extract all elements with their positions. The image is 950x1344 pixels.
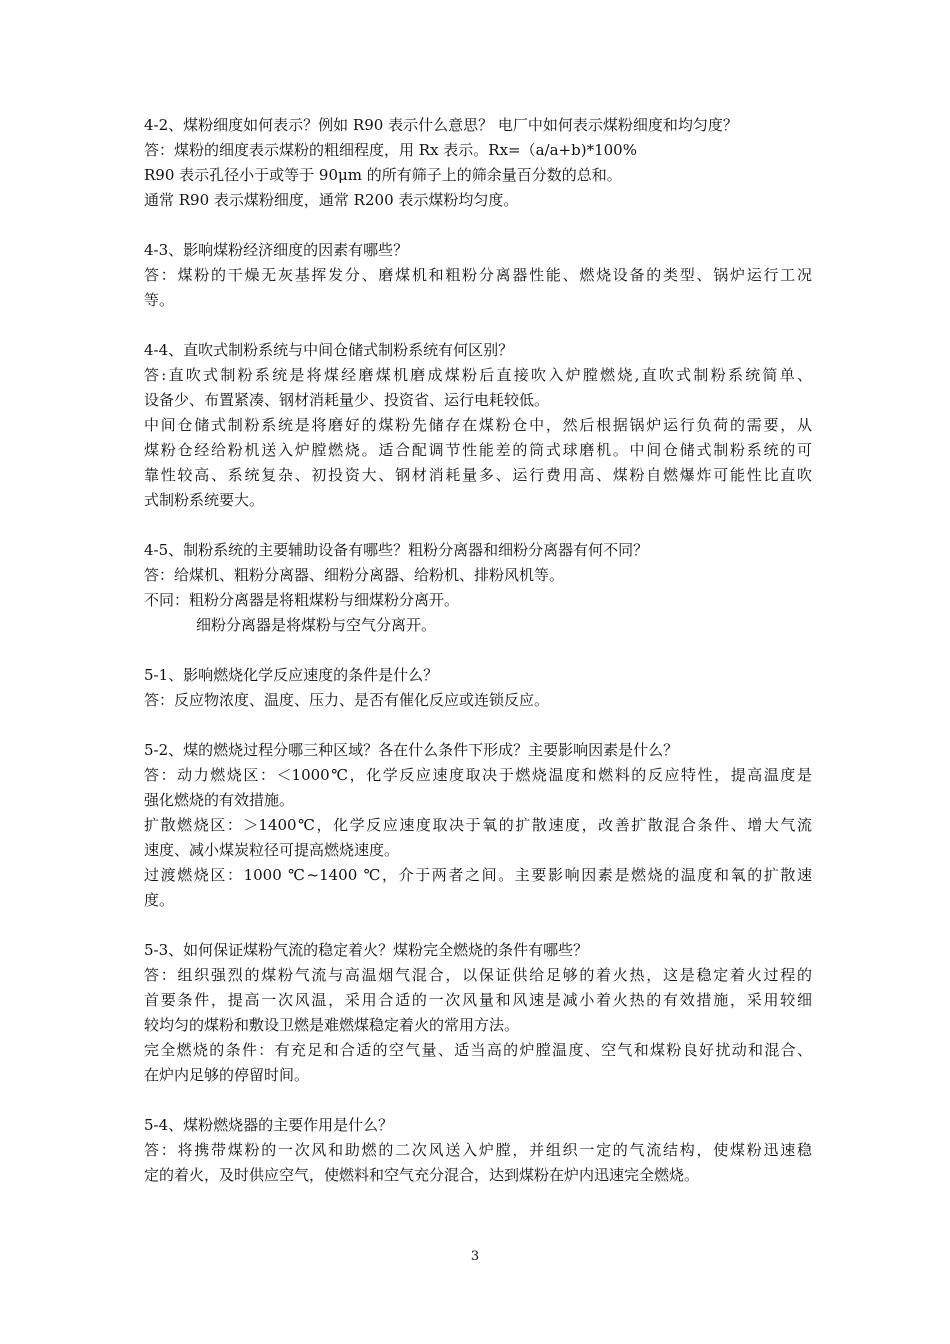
answer-line: 扩散燃烧区：＞1400℃，化学反应速度取决于氧的扩散速度，改善扩散混合条件、增大气流 bbox=[144, 816, 812, 834]
question-title: 4-4、直吹式制粉系统与中间仓储式制粉系统有何区别？ bbox=[144, 341, 514, 359]
answer-line: 答：将携带煤粉的一次风和助燃的二次风送入炉膛，并组织一定的气流结构，使煤粉迅速稳 bbox=[144, 1141, 812, 1159]
answer-line: R90 表示孔径小于或等于 90μm 的所有筛子上的筛余量百分数的总和。 bbox=[144, 166, 622, 184]
question-title: 4-5、制粉系统的主要辅助设备有哪些？粗粉分离器和细粉分离器有何不同？ bbox=[144, 541, 649, 559]
answer-line: 答：煤粉的干燥无灰基挥发分、磨煤机和粗粉分离器性能、燃烧设备的类型、锅炉运行工况 bbox=[144, 266, 812, 284]
answer-line: 等。 bbox=[144, 291, 175, 309]
paragraph-gap bbox=[144, 638, 812, 663]
question-title: 5-1、影响燃烧化学反应速度的条件是什么？ bbox=[144, 666, 439, 684]
page-number: 3 bbox=[470, 1249, 480, 1264]
answer-line: 靠性较高、系统复杂、初投资大、钢材消耗量多、运行费用高、煤粉自燃爆炸可能性比直吹 bbox=[144, 466, 812, 484]
answer-line: 答：反应物浓度、温度、压力、是否有催化反应或连锁反应。 bbox=[144, 691, 550, 709]
question-title: 4-3、影响煤粉经济细度的因素有哪些？ bbox=[144, 241, 409, 259]
answer-line: 中间仓储式制粉系统是将磨好的煤粉先储存在煤粉仓中，然后根据锅炉运行负荷的需要，从 bbox=[144, 416, 812, 434]
document-body bbox=[144, 113, 812, 1188]
question-title: 4-2、煤粉细度如何表示？例如 R90 表示什么意思？ 电厂中如何表示煤粉细度和均匀度？ bbox=[144, 116, 738, 134]
answer-line: 过渡燃烧区：1000 ℃~1400 ℃，介于两者之间。主要影响因素是燃烧的温度和氧的扩散速 bbox=[144, 866, 812, 884]
section-4-5 bbox=[144, 538, 812, 638]
answer-line: 在炉内足够的停留时间。 bbox=[144, 1066, 310, 1084]
section-4-2 bbox=[144, 113, 812, 213]
question-title: 5-2、煤的燃烧过程分哪三种区域？各在什么条件下形成？主要影响因素是什么？ bbox=[144, 741, 679, 759]
answer-line: 首要条件，提高一次风温，采用合适的一次风量和风速是减小着火热的有效措施，采用较细 bbox=[144, 991, 812, 1009]
paragraph-gap bbox=[144, 913, 812, 938]
answer-line: 强化燃烧的有效措施。 bbox=[144, 791, 295, 809]
answer-line: 答：给煤机、粗粉分离器、细粉分离器、给粉机、排粉风机等。 bbox=[144, 566, 565, 584]
answer-line: 答：组织强烈的煤粉气流与高温烟气混合，以保证供给足够的着火热，这是稳定着火过程的 bbox=[144, 966, 812, 984]
answer-line: 式制粉系统要大。 bbox=[144, 491, 265, 509]
section-5-3 bbox=[144, 938, 812, 1088]
section-5-4 bbox=[144, 1113, 812, 1188]
answer-line: 答：煤粉的细度表示煤粉的粗细程度，用 Rx 表示。Rx=（a/a+b)*100% bbox=[144, 141, 637, 159]
answer-line: 答:直吹式制粉系统是将煤经磨煤机磨成煤粉后直接吹入炉膛燃烧,直吹式制粉系统简单、 bbox=[144, 366, 812, 384]
answer-line: 速度、减小煤炭粒径可提高燃烧速度。 bbox=[144, 841, 400, 859]
answer-line: 煤粉仓经给粉机送入炉膛燃烧。适合配调节性能差的筒式球磨机。中间仓储式制粉系统的可 bbox=[144, 441, 812, 459]
section-5-1 bbox=[144, 663, 812, 713]
question-title: 5-3、如何保证煤粉气流的稳定着火？煤粉完全燃烧的条件有哪些？ bbox=[144, 941, 589, 959]
answer-line: 不同：粗粉分离器是将粗煤粉与细煤粉分离开。 bbox=[144, 591, 460, 609]
section-4-3 bbox=[144, 238, 812, 313]
paragraph-gap bbox=[144, 513, 812, 538]
section-4-4 bbox=[144, 338, 812, 513]
paragraph-gap bbox=[144, 313, 812, 338]
paragraph-gap bbox=[144, 1088, 812, 1113]
answer-line: 答：动力燃烧区：＜1000℃，化学反应速度取决于燃烧温度和燃料的反应特性，提高温度是 bbox=[144, 766, 812, 784]
answer-line: 完全燃烧的条件：有充足和合适的空气量、适当高的炉膛温度、空气和煤粉良好扰动和混合、 bbox=[144, 1041, 812, 1059]
answer-line: 设备少、布置紧凑、钢材消耗量少、投资省、运行电耗较低。 bbox=[144, 391, 550, 409]
answer-line: 较均匀的煤粉和敷设卫燃是难燃煤稳定着火的常用方法。 bbox=[144, 1016, 520, 1034]
section-5-2 bbox=[144, 738, 812, 913]
question-title: 5-4、煤粉燃烧器的主要作用是什么？ bbox=[144, 1116, 394, 1134]
answer-line: 通常 R90 表示煤粉细度，通常 R200 表示煤粉均匀度。 bbox=[144, 191, 519, 209]
answer-line: 细粉分离器是将煤粉与空气分离开。 bbox=[196, 616, 437, 634]
paragraph-gap bbox=[144, 713, 812, 738]
answer-line: 定的着火，及时供应空气，使燃料和空气充分混合，达到煤粉在炉内迅速完全燃烧。 bbox=[144, 1166, 700, 1184]
paragraph-gap bbox=[144, 213, 812, 238]
answer-line: 度。 bbox=[144, 891, 175, 909]
